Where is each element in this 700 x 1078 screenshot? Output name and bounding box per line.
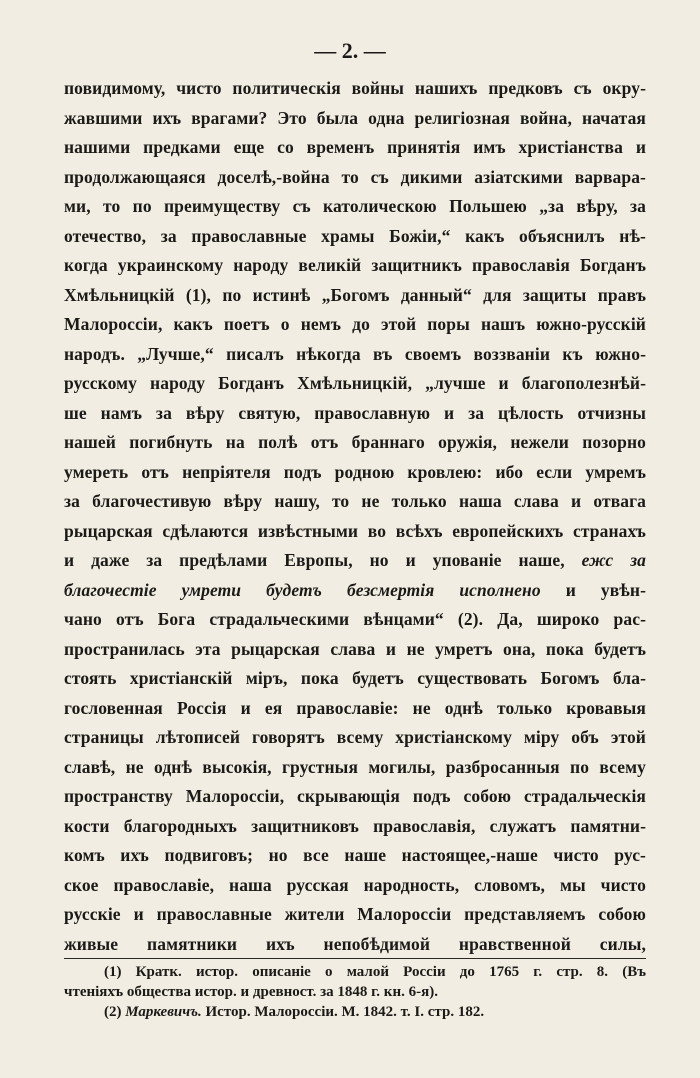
text-line: народъ. „Лучше,“ писалъ нѣкогда въ своемъ воззваніи къ южно- (64, 343, 646, 364)
text-line: когда украинскому народу великій защитникъ православія Богданъ (64, 255, 646, 275)
page-number: — 2. — (314, 38, 386, 63)
italic-quote: ежс за (581, 550, 646, 570)
text-line: русскіе и православные жители Малороссіи представляемъ собою (64, 904, 646, 924)
main-text (64, 74, 646, 959)
text-line: пространилась эта рыцарская слава и не умретъ она, пока будетъ (64, 638, 646, 659)
text-line: Малороссіи, какъ поетъ о немъ до этой поры нашъ южно-русскій (64, 314, 646, 334)
footnote-text: (1) Кратк. истор. описаніе о малой Россіи до 1765 г. стр. 8. (Въ (104, 964, 646, 980)
text-segment: и даже за предѣлами Европы, но и упованіе наше, (64, 550, 565, 570)
text-line: чано отъ Бога страдальческими вѣнцами“ (2). Да, широко рас- (64, 609, 646, 629)
footnote-2 (64, 1002, 646, 1022)
text-line: Хмѣльницкій (1), по истинѣ „Богомъ данный“ для защиты правъ (64, 284, 646, 305)
text-line-mixed (64, 546, 646, 576)
text-line: повидимому, чисто политическія войны нашихъ предковъ съ окру- (64, 78, 646, 98)
text-line: нашей погибнуть на полѣ отъ браннаго оружія, нежели позорно (64, 432, 646, 452)
text-line: рыцарская сдѣлаются извѣстными во всѣхъ европейскихъ странахъ (64, 520, 646, 541)
text-line: ше намъ за вѣру святую, православную и за цѣлость отчизны (64, 402, 646, 423)
text-line: страницы лѣтописей говорятъ всему христіанскому міру объ этой (64, 727, 646, 747)
footnote-1-line-2: чтеніяхъ общества истор. и древност. за 1848 г. кн. 6-я). (64, 984, 438, 1000)
text-line: за благочестивую вѣру нашу, то не только наша слава и отвага (64, 491, 646, 511)
text-line: жавшими ихъ врагами? Это была одна религіозная война, начатая (64, 107, 646, 128)
text-line: ское православіе, наша русская народность, словомъ, мы чисто (64, 874, 646, 895)
footnote-divider (64, 958, 646, 959)
text-line: нашими предками еще со временъ принятія имъ христіанства и (64, 137, 646, 157)
text-line: русскому народу Богданъ Хмѣльницкій, „лучше и благополезнѣй- (64, 373, 646, 393)
text-line: живые памятники ихъ непобѣдимой нравственной силы, (64, 933, 646, 954)
text-line: стоять христіанскій міръ, пока будетъ существовать Богомъ бла- (64, 668, 646, 688)
text-line: славѣ, не однѣ высокія, грустныя могилы, разбросанныя по всему (64, 756, 646, 777)
italic-quote: благочестіе умрети будетъ безсмертія исполнено (64, 579, 541, 600)
footnote-label: (2) (104, 1004, 122, 1020)
text-line: гословенная Россія и ея православіе: не однѣ только кровавыя (64, 697, 646, 718)
text-segment: и увѣн- (565, 579, 646, 600)
text-line: кости благородныхъ защитниковъ православія, служатъ памятни- (64, 815, 646, 836)
text-line: пространству Малороссіи, скрывающія подъ собою страдальческія (64, 786, 646, 806)
text-line: умереть отъ непріятеля подъ родною кровлею: ибо если умремъ (64, 461, 646, 482)
footnotes (64, 962, 646, 1022)
text-line: ми, то по преимуществу съ католическою Польшею „за вѣру, за (64, 196, 646, 216)
text-line: продолжающаяся доселѣ,-война то съ дикими азіатскими варвара- (64, 166, 646, 187)
text-line: комъ ихъ подвиговъ; но все наше настоящее,-наше чисто рус- (64, 845, 646, 865)
text-line-mixed (64, 576, 646, 606)
footnote-text: Истор. Малороссіи. М. 1842. т. I. стр. 182. (205, 1004, 485, 1020)
footnote-author: Маркевичъ. (125, 1004, 202, 1020)
text-line: отечество, за православные храмы Божіи,“ какъ объяснилъ нѣ- (64, 225, 646, 246)
footnote-1-line-1 (64, 962, 646, 982)
